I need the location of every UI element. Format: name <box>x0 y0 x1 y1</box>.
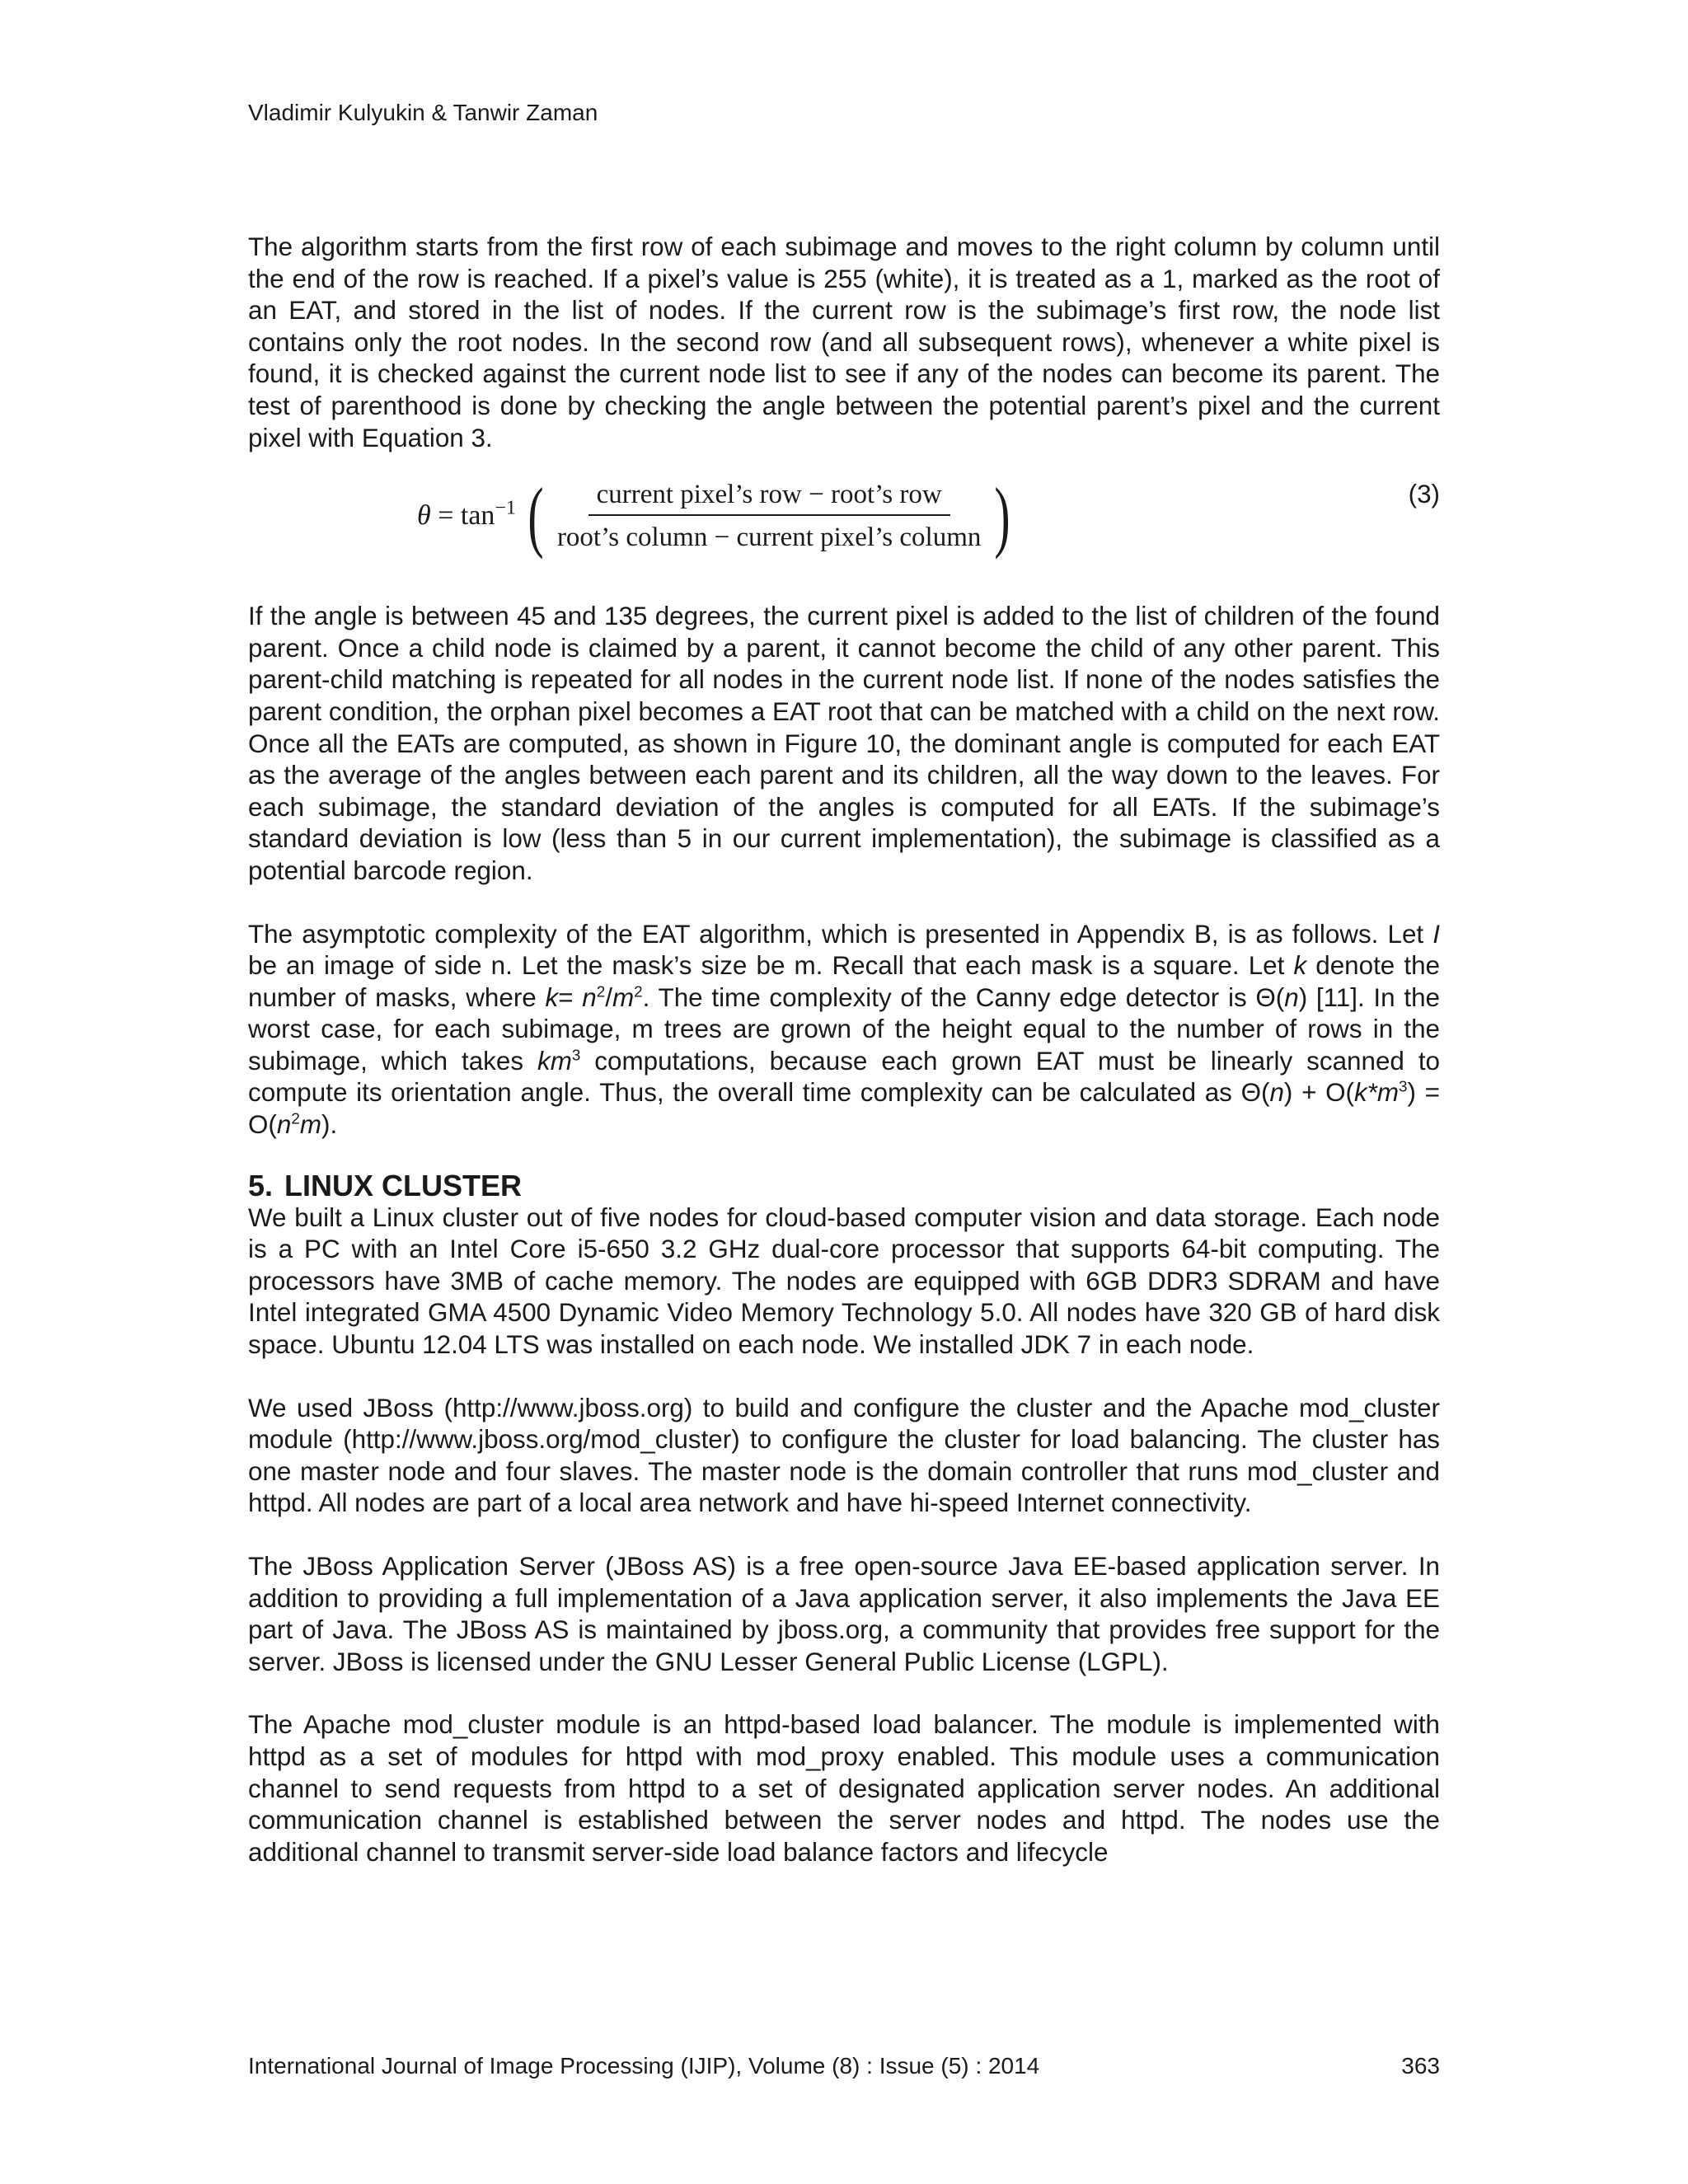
superscript: 3 <box>571 1046 581 1064</box>
superscript: 2 <box>291 1109 300 1127</box>
equation-3 <box>248 471 1440 569</box>
var-n: n <box>582 982 597 1012</box>
var-m: m <box>612 982 635 1012</box>
text-run: ) + O( <box>1283 1078 1354 1108</box>
text-run: . The time complexity of the Canny edge detector is Θ( <box>642 982 1285 1012</box>
section-title: LINUX CLUSTER <box>284 1168 523 1202</box>
equation-body <box>417 471 1015 561</box>
var-km: km <box>537 1046 572 1076</box>
text-run: / <box>605 982 612 1012</box>
theta-symbol: θ <box>417 500 431 532</box>
var-n: n <box>276 1110 292 1140</box>
var-I: I <box>1432 919 1440 949</box>
paragraph-complexity <box>248 919 1440 1141</box>
equals-tan: = tan <box>430 500 495 532</box>
right-parenthesis: ) <box>994 471 1010 560</box>
superscript: 2 <box>634 982 643 1001</box>
footer-page-number: 363 <box>1401 2053 1440 2079</box>
equation-lhs <box>417 497 516 532</box>
text-run: The asymptotic complexity of the EAT algorithm, which is presented in Appendix B, is as follows. Let <box>248 919 1433 949</box>
fraction-numerator: current pixel’s row − root’s row <box>588 476 950 516</box>
var-n: n <box>1284 982 1299 1012</box>
section-number: 5. <box>248 1168 274 1202</box>
running-header-authors: Vladimir Kulyukin & Tanwir Zaman <box>248 100 598 125</box>
equation-number: (3) <box>1408 480 1440 509</box>
var-m: m <box>299 1110 321 1140</box>
var-k: k <box>545 982 559 1012</box>
text-run: be an image of side n. Let the mask’s size be m. Recall that each mask is a square. Let <box>248 951 1294 981</box>
text-run: ) [11]. In the worst case, for each subimage, m trees are grown of the height equal to the number of rows in the subimage, which takes <box>248 982 1440 1076</box>
paragraph-jboss-as: The JBoss Application Server (JBoss AS) is a free open-source Java EE-based application server. In addition to providing a full implementation of a Java application server, it also implements the Java EE part of Java. The JBoss AS is maintained by jboss.org, a community that provides free support for the server. JBoss is licensed under the GNU Lesser General Public License (LGPL). <box>248 1552 1440 1676</box>
text-run: computations, because each grown EAT must be linearly scanned to compute its orientation angle. Thus, the overall time complexity can be calculated as Θ( <box>248 1046 1441 1108</box>
paragraph-cluster-hardware: We built a Linux cluster out of five nodes for cloud-based computer vision and data storage. Each node is a PC with an Intel Core i5-650 3.2 GHz dual-core processor that supports 64-bit computing. The processors have 3MB of cache memory. The nodes are equipped with 6GB DDR3 SDRAM and have Intel integrated GMA 4500 Dynamic Video Memory Technology 5.0. All nodes have 320 GB of hard disk space. Ubuntu 12.04 LTS was installed on each node. We installed JDK 7 in each node. <box>248 1202 1440 1360</box>
fraction-denominator: root’s column − current pixel’s column <box>556 523 982 553</box>
var-kstar-m: k*m <box>1353 1078 1400 1108</box>
paragraph-mod-cluster: The Apache mod_cluster module is an httpd-based load balancer. The module is implemented with httpd as a set of modules for httpd with mod_proxy enabled. This module uses a communication channel to send requests from httpd to a set of designated application server nodes. An additional communication channel is established between the server nodes and httpd. The nodes use the additional channel to transmit server-side load balance factors and lifecycle <box>248 1710 1440 1867</box>
var-k: k <box>1293 951 1307 981</box>
page-body <box>248 232 1440 1868</box>
var-n: n <box>1269 1078 1284 1108</box>
section-heading-linux-cluster <box>248 1166 1440 1202</box>
footer-journal: International Journal of Image Processing (IJIP), Volume (8) : Issue (5) : 2014 <box>248 2053 1040 2079</box>
text-run: ). <box>321 1110 338 1140</box>
left-parenthesis: ( <box>528 471 544 560</box>
text-run: = <box>558 982 583 1012</box>
equation-fraction <box>549 476 989 555</box>
paragraph-jboss-setup: We used JBoss (http://www.jboss.org) to build and configure the cluster and the Apache mod_cluster module (http://www.jboss.org/mod_cluster) to configure the cluster for load balancing. The cluster has one master node and four slaves. The master node is the domain controller that runs mod_cluster and httpd. All nodes are part of a local area network and have hi-speed Internet connectivity. <box>248 1393 1440 1518</box>
text-run: ) = O( <box>248 1078 1440 1140</box>
text-run: denote the number of masks, where <box>248 951 1440 1012</box>
superscript: 2 <box>596 982 606 1001</box>
paragraph-angle-test: If the angle is between 45 and 135 degrees, the current pixel is added to the list of children of the found parent. Once a child node is claimed by a parent, it cannot become the child of any other parent. This parent-child matching is repeated for all nodes in the current node list. If none of the nodes satisfies the parent condition, the orphan pixel becomes a EAT root that can be matched with a child on the next row. Once all the EATs are computed, as shown in Figure 10, the dominant angle is computed for each EAT as the average of the angles between each parent and its children, all the way down to the leaves. For each subimage, the standard deviation of the angles is computed for all EATs. If the subimage’s standard deviation is low (less than 5 in our current implementation), the subimage is classified as a potential barcode region. <box>248 602 1440 885</box>
superscript: 3 <box>1399 1078 1408 1095</box>
paragraph-algorithm-start: The algorithm starts from the first row of each subimage and moves to the right column by column until the end of the row is reached. If a pixel’s value is 255 (white), it is treated as a 1, marked as the root of an EAT, and stored in the list of nodes. If the current row is the subimage’s first row, the node list contains only the root nodes. In the second row (and all subsequent rows), whenever a white pixel is found, it is checked against the current node list to see if any of the nodes can become its parent. The test of parenthood is done by checking the angle between the potential parent’s pixel and the current pixel with Equation 3. <box>248 232 1440 452</box>
inverse-superscript: −1 <box>495 497 516 519</box>
